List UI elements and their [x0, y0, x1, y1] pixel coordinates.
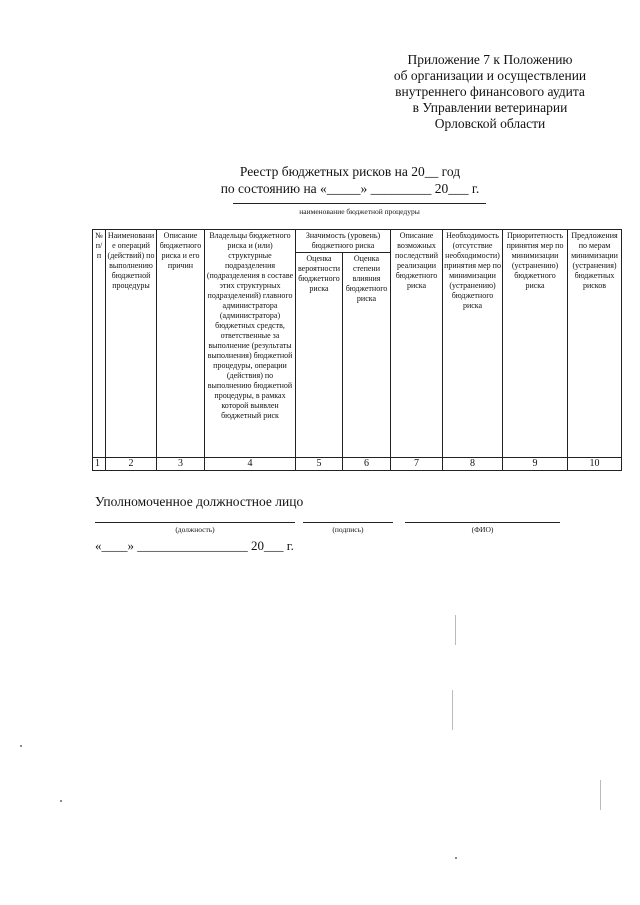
- appendix-line: об организации и осуществлении: [393, 68, 587, 83]
- header-cell: Приоритетность принятия мер по минимизации (устранению) бюджетного риска: [503, 230, 568, 458]
- column-number: 1: [93, 458, 106, 471]
- column-number: 7: [391, 458, 443, 471]
- appendix-line: в Управлении ветеринарии: [412, 100, 568, 115]
- appendix-line: Орловской области: [434, 116, 546, 131]
- name-line: [405, 522, 560, 523]
- column-number: 8: [443, 458, 503, 471]
- name-caption: (ФИО): [471, 525, 494, 534]
- position-caption: (должность): [175, 525, 215, 534]
- column-number: 9: [503, 458, 568, 471]
- column-number: 10: [568, 458, 622, 471]
- header-cell: Владельцы бюджетного риска и (или) структурные подразделения (подразделения в составе этих структурных подразделений) главного администратора (администратора) бюджетных средств, ответственные за выполнение (результаты выполнения) бюджетной процедуры, операции (действия) по выполнению бюджетной процедуры, в рамках которой выявлен бюджетный риск: [205, 230, 296, 458]
- header-cell: Наименование операций (действий) по выполнению бюджетной процедуры: [106, 230, 157, 458]
- column-number: 2: [106, 458, 157, 471]
- signature-caption: (подпись): [332, 525, 364, 534]
- scan-artifact: [600, 780, 601, 810]
- column-number: 4: [205, 458, 296, 471]
- authorized-official-label: Уполномоченное должностное лицо: [95, 494, 304, 509]
- appendix-header: [370, 52, 610, 132]
- column-number: 5: [296, 458, 343, 471]
- header-row: [93, 230, 622, 253]
- column-number: 6: [343, 458, 391, 471]
- scan-artifact: [20, 745, 22, 747]
- header-cell: Оценка вероятности бюджетного риска: [296, 253, 343, 458]
- header-cell: Описание возможных последствий реализации бюджетного риска: [391, 230, 443, 458]
- document-title: Реестр бюджетных рисков на 20__ год: [239, 164, 461, 179]
- signature-line: [303, 522, 393, 523]
- position-line: [95, 522, 295, 523]
- procedure-caption: наименование бюджетной процедуры: [299, 207, 420, 216]
- header-cell: № п/п: [93, 230, 106, 458]
- signature-date-line: «____» _________________ 20___ г.: [95, 538, 294, 553]
- appendix-line: внутреннего финансового аудита: [395, 84, 585, 99]
- scan-artifact: [455, 857, 457, 859]
- scan-artifact: [60, 800, 62, 802]
- document-date-line: по состоянию на «_____» _________ 20___ г.: [220, 181, 480, 196]
- header-cell: Предложения по мерам минимизации (устранения) бюджетных рисков: [568, 230, 622, 458]
- column-number: 3: [157, 458, 205, 471]
- appendix-line: Приложение 7 к Положению: [407, 52, 573, 67]
- scan-artifact: [452, 690, 453, 730]
- header-group-cell: Значимость (уровень) бюджетного риска: [296, 230, 391, 253]
- header-cell: Описание бюджетного риска и его причин: [157, 230, 205, 458]
- risk-register-table: [92, 229, 622, 471]
- column-number-row: [93, 458, 622, 471]
- header-cell: Оценка степени влияния бюджетного риска: [343, 253, 391, 458]
- procedure-name-line: [233, 203, 486, 204]
- header-cell: Необходимость (отсутствие необходимости) принятия мер по минимизации (устранению) бюджетного риска: [443, 230, 503, 458]
- scan-artifact: [455, 615, 456, 645]
